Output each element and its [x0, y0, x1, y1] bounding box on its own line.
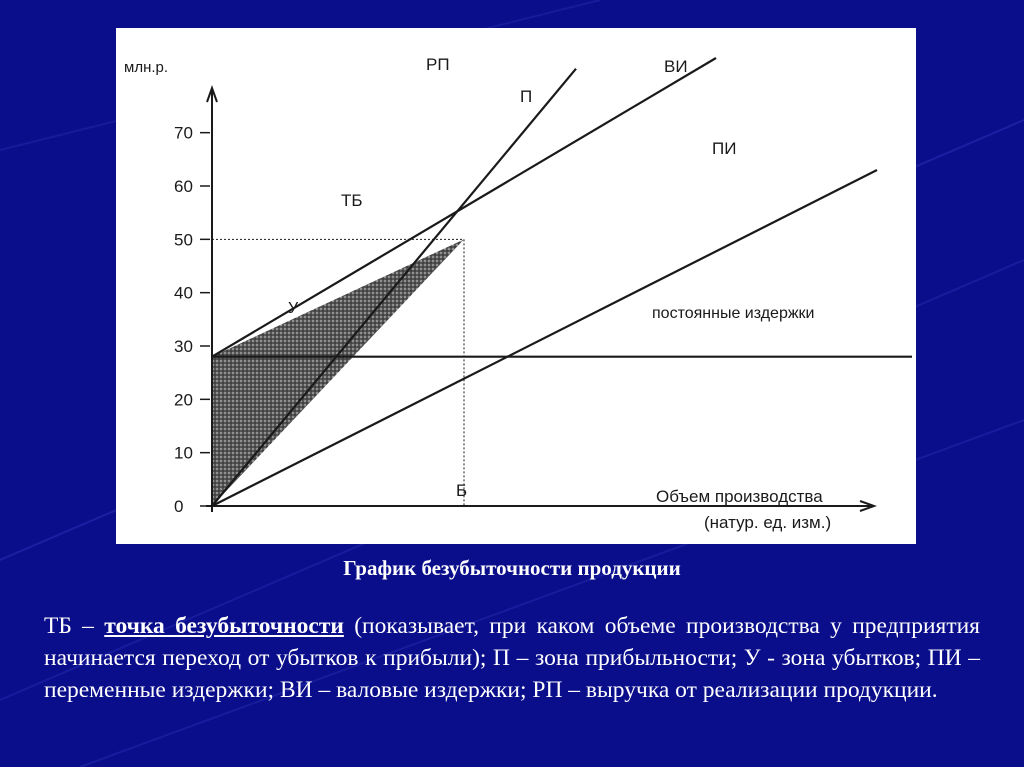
- profit-zone-label: П: [520, 87, 533, 106]
- y-tick-label: 30: [174, 337, 193, 356]
- x-axis-label-units: (натур. ед. изм.): [704, 513, 832, 532]
- x-axis-label: Объем производства: [656, 487, 823, 506]
- y-tick-label: 40: [174, 283, 193, 303]
- loss-zone-area: [212, 239, 464, 506]
- legend-term-abbr: ТБ –: [44, 613, 105, 639]
- breakeven-label: ТБ: [341, 191, 363, 210]
- legend-term: точка безубыточности: [104, 613, 344, 639]
- series-label-rp: РП: [426, 55, 450, 74]
- y-tick-label: 0: [174, 497, 184, 516]
- series-label-fixed-costs: постоянные издержки: [652, 305, 815, 322]
- loss-zone-label: У: [288, 300, 299, 317]
- series-label-vi: ВИ: [664, 57, 688, 76]
- y-tick-label: 10: [174, 443, 193, 463]
- series-line-РП: [212, 69, 576, 506]
- y-tick-label: 50: [174, 230, 193, 250]
- y-tick-label: 70: [174, 123, 193, 143]
- series-label-pi: ПИ: [712, 139, 737, 158]
- chart-panel: [116, 28, 916, 544]
- x-mark-label: Б: [456, 481, 468, 500]
- y-axis-label: млн.р.: [124, 59, 169, 76]
- y-tick-label: 20: [174, 390, 193, 410]
- y-tick-label: 60: [174, 177, 193, 196]
- legend-rest: (показывает, при каком объеме производства у предприятия начинается переход от убытков к прибыли); П – зона прибыльности; У - зона убытков; ПИ – переменные издержки; ВИ – валовые издержки; РП – выручка от реализации продукции.: [44, 613, 980, 703]
- break-even-chart: [116, 28, 916, 544]
- chart-caption: График безубыточности продукции: [343, 556, 681, 580]
- legend-text: [44, 610, 980, 706]
